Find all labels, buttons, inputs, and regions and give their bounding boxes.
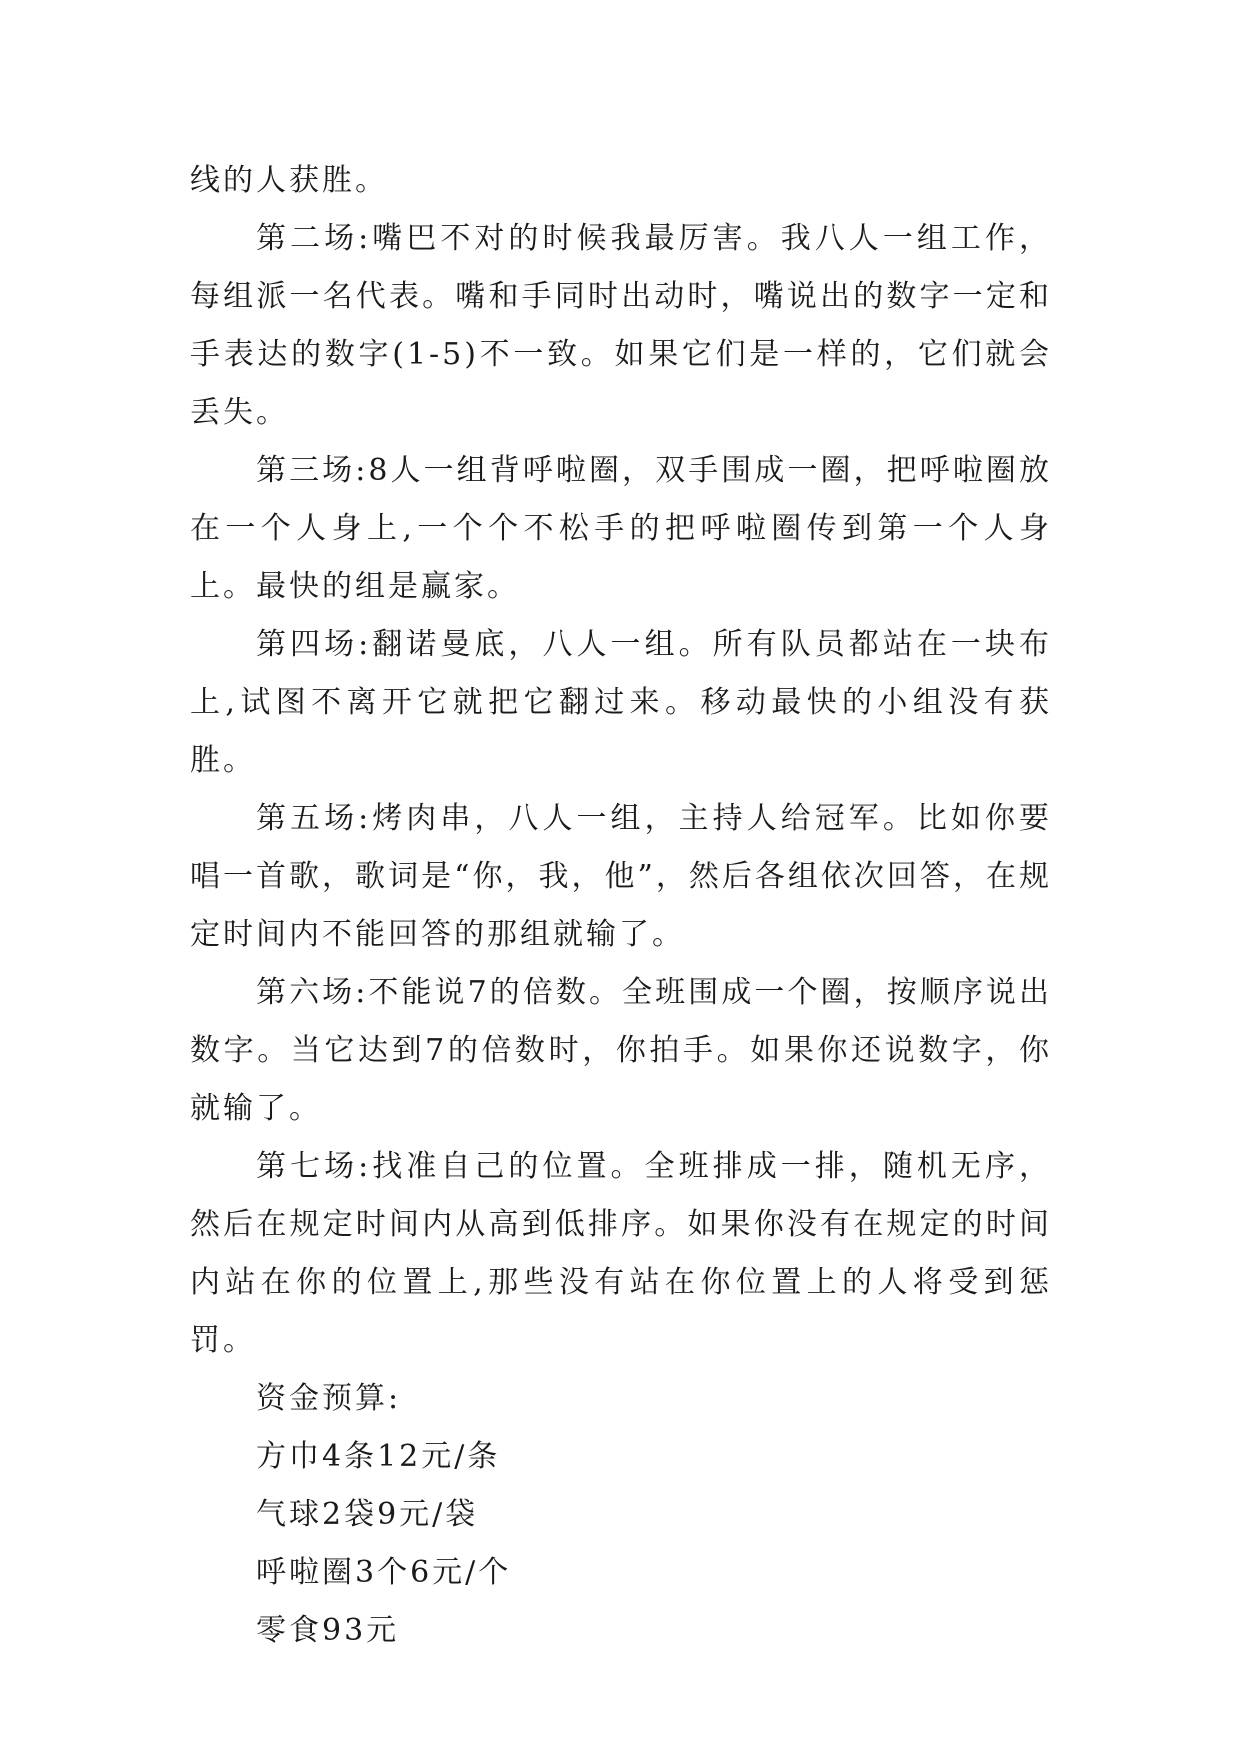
- budget-item: 零食93元: [256, 1613, 400, 1648]
- paragraph-game-3: 第三场:8人一组背呼啦圈，双手围成一圈，把呼啦圈放在一个人身上,一个个不松手的把呼啦圈传到第一个人身上。最快的组是赢家。: [190, 453, 1052, 604]
- document-body: [190, 152, 1052, 1660]
- paragraph-game-7: 第七场:找准自己的位置。全班排成一排，随机无序，然后在规定时间内从高到低排序。如果你没有在规定的时间内站在你的位置上,那些没有站在你位置上的人将受到惩罚。: [190, 1149, 1052, 1358]
- paragraph-game-5: 第五场:烤肉串，八人一组，主持人给冠军。比如你要唱一首歌，歌词是“你，我，他”，然后各组依次回答，在规定时间内不能回答的那组就输了。: [190, 801, 1052, 952]
- paragraph-game-6: 第六场:不能说7的倍数。全班围成一个圈，按顺序说出数字。当它达到7的倍数时，你拍手。如果你还说数字，你就输了。: [190, 975, 1052, 1126]
- paragraph-continuation: 线的人获胜。: [190, 163, 388, 198]
- paragraph-game-2: 第二场:嘴巴不对的时候我最厉害。我八人一组工作，每组派一名代表。嘴和手同时出动时，嘴说出的数字一定和手表达的数字(1-5)不一致。如果它们是一样的，它们就会丢失。: [190, 221, 1052, 430]
- budget-heading: 资金预算:: [256, 1381, 402, 1416]
- paragraph-game-4: 第四场:翻诺曼底，八人一组。所有队员都站在一块布上,试图不离开它就把它翻过来。移动最快的小组没有获胜。: [190, 627, 1052, 778]
- budget-item: 方巾4条12元/条: [256, 1439, 501, 1474]
- budget-item: 呼啦圈3个6元/个: [256, 1555, 512, 1590]
- budget-item: 气球2袋9元/袋: [256, 1497, 479, 1532]
